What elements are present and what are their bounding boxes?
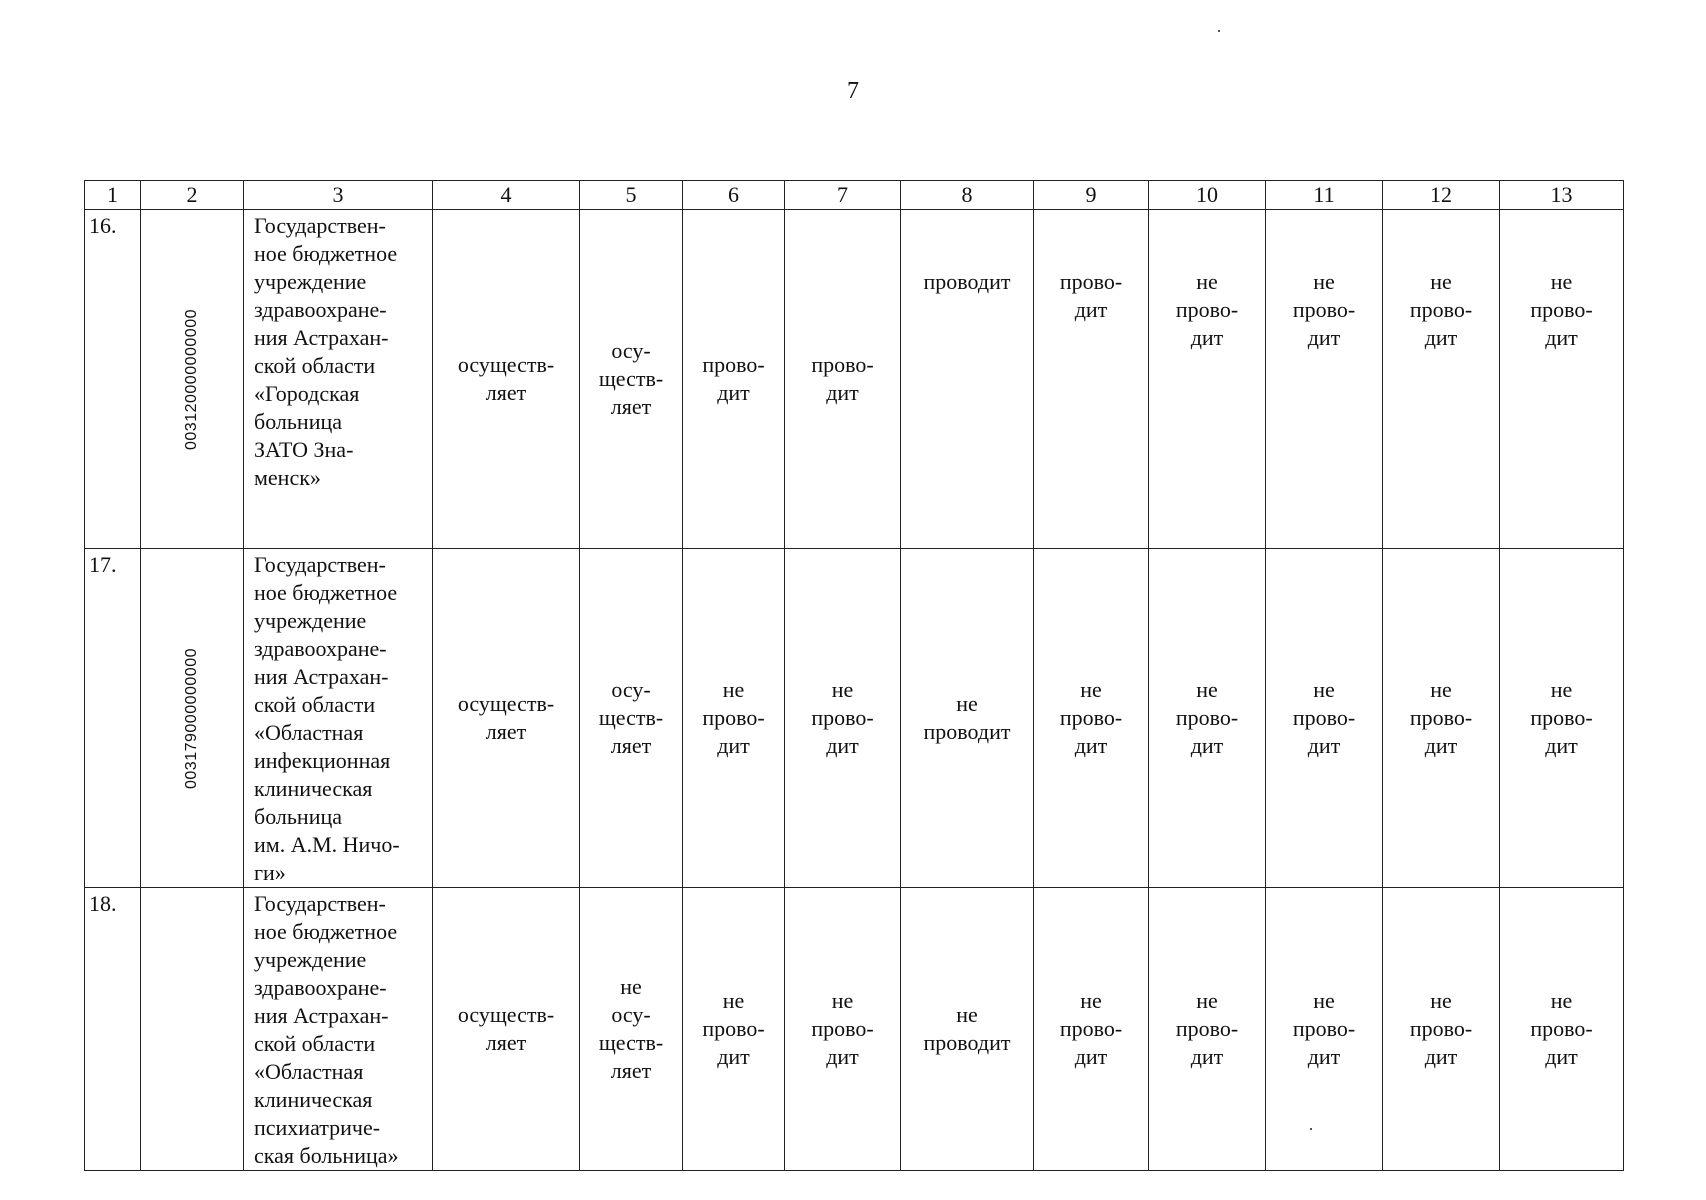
page-number: 7 xyxy=(847,78,859,104)
cell-col-13: не прово- дит xyxy=(1500,549,1624,888)
column-header: 7 xyxy=(785,181,901,210)
scan-speck xyxy=(1218,30,1220,32)
column-header: 11 xyxy=(1266,181,1383,210)
cell-col-10: не прово- дит xyxy=(1149,888,1266,1171)
column-header: 10 xyxy=(1149,181,1266,210)
cell-col-6: не прово- дит xyxy=(683,549,785,888)
registry-code-cell xyxy=(141,549,244,888)
cell-col-6: прово- дит xyxy=(683,210,785,549)
cell-col-7: не прово- дит xyxy=(785,888,901,1171)
registry-code-cell xyxy=(141,888,244,1171)
column-header: 12 xyxy=(1383,181,1500,210)
table-header-row xyxy=(85,181,1624,210)
column-header: 5 xyxy=(580,181,683,210)
row-number: 17. xyxy=(85,549,141,888)
cell-col-4: осуществ- ляет xyxy=(433,549,580,888)
cell-col-9: не прово- дит xyxy=(1034,888,1149,1171)
column-header: 2 xyxy=(141,181,244,210)
registry-code-cell xyxy=(141,210,244,549)
cell-col-9: не прово- дит xyxy=(1034,549,1149,888)
registry-code: 003120000000000 xyxy=(183,308,200,450)
column-header: 4 xyxy=(433,181,580,210)
column-header: 1 xyxy=(85,181,141,210)
column-header: 3 xyxy=(244,181,433,210)
cell-col-12: не прово- дит xyxy=(1383,888,1500,1171)
registry-code: 003179000000000 xyxy=(183,647,200,789)
cell-col-11: не прово- дит xyxy=(1266,549,1383,888)
cell-col-7: прово- дит xyxy=(785,210,901,549)
table-row xyxy=(85,210,1624,549)
cell-col-12: не прово- дит xyxy=(1383,210,1500,549)
row-number: 16. xyxy=(85,210,141,549)
cell-col-8: проводит xyxy=(901,210,1034,549)
cell-col-9: прово- дит xyxy=(1034,210,1149,549)
cell-col-10: не прово- дит xyxy=(1149,549,1266,888)
cell-col-5: осу- ществ- ляет xyxy=(580,549,683,888)
column-header: 9 xyxy=(1034,181,1149,210)
cell-col-11: не прово- дит xyxy=(1266,210,1383,549)
cell-col-13: не прово- дит xyxy=(1500,210,1624,549)
cell-col-5: осу- ществ- ляет xyxy=(580,210,683,549)
cell-col-12: не прово- дит xyxy=(1383,549,1500,888)
cell-col-7: не прово- дит xyxy=(785,549,901,888)
column-header: 13 xyxy=(1500,181,1624,210)
table-row xyxy=(85,549,1624,888)
cell-col-8: не проводит xyxy=(901,549,1034,888)
document-table xyxy=(84,180,1624,1171)
column-header: 6 xyxy=(683,181,785,210)
row-number: 18. xyxy=(85,888,141,1171)
column-header: 8 xyxy=(901,181,1034,210)
table-row xyxy=(85,888,1624,1171)
cell-col-6: не прово- дит xyxy=(683,888,785,1171)
institution-name: Государствен- ное бюджетное учреждение здравоохране- ния Астрахан- ской области «Областная инфекционная клиническая больница им. А.М. Ничо- ги» xyxy=(244,549,433,888)
cell-col-11: не прово- дит xyxy=(1266,888,1383,1171)
cell-col-4: осуществ- ляет xyxy=(433,888,580,1171)
cell-col-4: осуществ- ляет xyxy=(433,210,580,549)
cell-col-5: не осу- ществ- ляет xyxy=(580,888,683,1171)
cell-col-10: не прово- дит xyxy=(1149,210,1266,549)
cell-col-8: не проводит xyxy=(901,888,1034,1171)
institution-name: Государствен- ное бюджетное учреждение здравоохране- ния Астрахан- ской области «Областная клиническая психиатриче- ская больница» xyxy=(244,888,433,1171)
cell-col-13: не прово- дит xyxy=(1500,888,1624,1171)
institution-name: Государствен- ное бюджетное учреждение здравоохране- ния Астрахан- ской области «Городская больница ЗАТО Зна- менск» xyxy=(244,210,433,549)
